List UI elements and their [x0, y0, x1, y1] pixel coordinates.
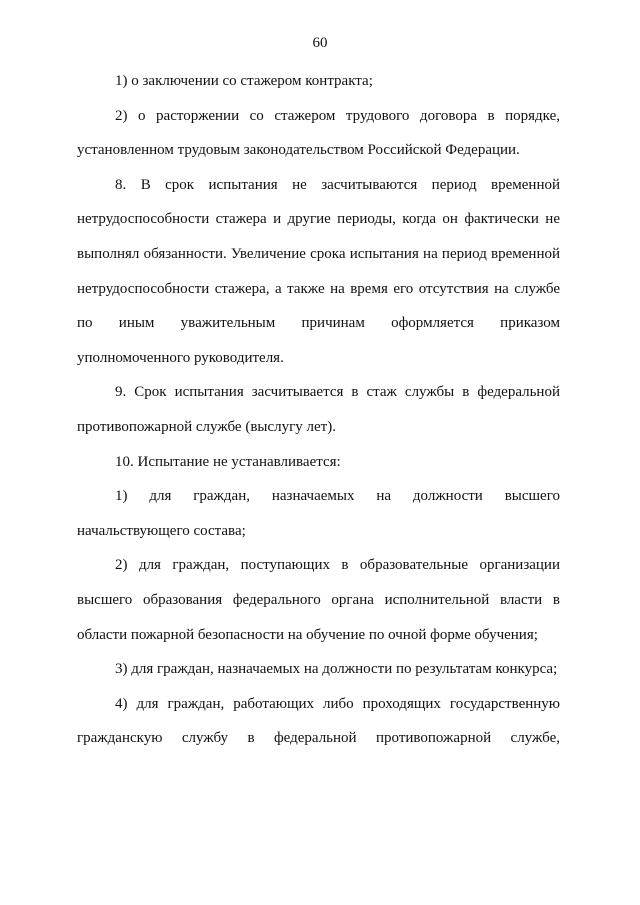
page-number: 60	[312, 35, 328, 51]
paragraph-item-1: 1) о заключении со стажером контракта;	[115, 73, 373, 89]
document-body	[77, 64, 560, 756]
paragraph-10-item-1: 1) для граждан, назначаемых на должности высшего начальствующего состава;	[77, 488, 560, 539]
paragraph-10-item-2: 2) для граждан, поступающих в образовательные организации высшего образования федерального органа исполнительной власти в области пожарной безопасности на обучение по очной форме обучения;	[77, 557, 560, 643]
paragraph-10-item-4: 4) для граждан, работающих либо проходящих государственную гражданскую службу в федеральной противопожарной службе,	[77, 695, 560, 747]
paragraph-10: 10. Испытание не устанавливается:	[115, 453, 341, 470]
paragraph-9: 9. Срок испытания засчитывается в стаж службы в федеральной противопожарной службе (выслугу лет).	[77, 384, 560, 435]
paragraph-8: 8. В срок испытания не засчитываются период временной нетрудоспособности стажера и другие периоды, когда он фактически не выполнял обязанности. Увеличение срока испытания на период временной нетрудоспособности стажера, а также на время его отсутствия на службе по иным уважительным причинам оформляется приказом уполномоченного руководителя.	[77, 176, 560, 366]
paragraph-item-2: 2) о расторжении со стажером трудового договора в порядке, установленном трудовым законодательством Российской Федерации.	[77, 107, 560, 159]
paragraph-10-item-3: 3) для граждан, назначаемых на должности по результатам конкурса;	[115, 661, 558, 678]
